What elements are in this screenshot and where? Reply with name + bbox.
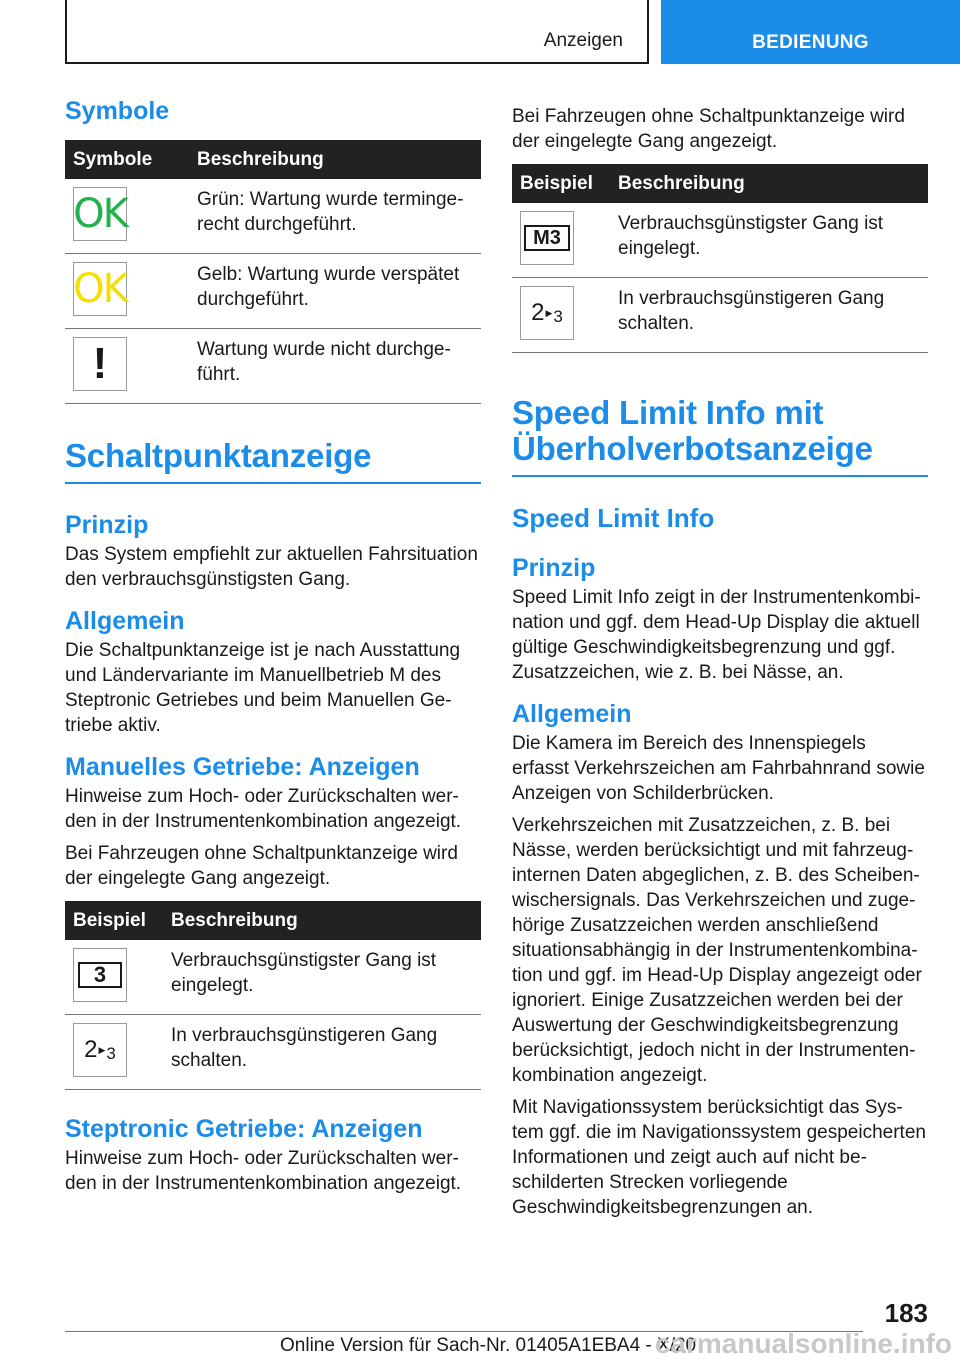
table-header: Beschreibung [163, 901, 481, 940]
intro-text: Bei Fahrzeugen ohne Schaltpunktanzeige wird der eingelegte Gang angezeigt. [512, 106, 905, 152]
prinzip-heading: Prinzip [65, 511, 149, 539]
table-cell: Wartung wurde nicht durchgeführt. [189, 329, 481, 404]
table-row [65, 940, 481, 1015]
table-row [65, 1015, 481, 1090]
manuell-text: Bei Fahrzeugen ohne Schaltpunktanzeige wird der eingelegte Gang angezeigt. [65, 843, 458, 889]
manuell-heading: Manuelles Getriebe: Anzeigen [65, 753, 420, 781]
prinzip-text-right: Speed Limit Info zeigt in der Instrumentenkombination und ggf. dem Head-Up Display die aktuell gültige Geschwindigkeitsbegrenzung und ggf. Zusatzzeichen, wie z. B. bei Nässe, an. [512, 587, 921, 683]
allgemein-heading-right: Allgemein [512, 700, 632, 728]
allgemein-text: Die Schaltpunktanzeige ist je nach Ausstattung und Ländervariante im Manuellbetrieb M des Steptronic Getriebes und beim Manuellen Getriebe aktiv. [65, 640, 461, 736]
gang-table [65, 901, 481, 1090]
allgemein-text-right: Mit Navigationssystem berücksichtigt das System ggf. die im Navigationssystem gespeicherten Informationen und zeigt auch auf nicht beschilderten Strecken vorliegende Geschwindigkeitsbegrenzungen an. [512, 1097, 926, 1218]
header-section-box [65, 0, 649, 64]
left-column [65, 96, 481, 1203]
table-header: Beschreibung [610, 164, 928, 203]
chapter-title: BEDIENUNG [752, 32, 869, 53]
table-cell: Verbrauchsgünstigster Gang ist eingelegt. [163, 940, 481, 1015]
right-column [512, 104, 928, 1227]
prinzip-heading-right: Prinzip [512, 554, 596, 582]
table-cell: Grün: Wartung wurde termingerecht durchgeführt. [189, 179, 481, 254]
allgemein-text-right: Die Kamera im Bereich des Innenspiegels erfasst Verkehrszeichen am Fahrbahnrand sowie Anzeigen von Schilderbrücken. [512, 733, 925, 804]
shift-up-icon: 2 ▶ 3 [73, 1023, 127, 1077]
chapter-tab [661, 0, 960, 64]
section-title: Anzeigen [543, 30, 623, 51]
table-header: Beispiel [65, 901, 163, 940]
gear-m3-icon: M3 [520, 211, 574, 265]
allgemein-heading: Allgemein [65, 607, 185, 635]
table-header: Beschreibung [189, 140, 481, 179]
table-row [512, 278, 928, 353]
ok-yellow-icon: OK [73, 262, 127, 316]
exclamation-icon: ! [73, 337, 127, 391]
symbole-heading: Symbole [65, 97, 170, 125]
table-cell: Gelb: Wartung wurde verspätet durchgeführt. [189, 254, 481, 329]
shift-up-icon: 2 ▶ 3 [520, 286, 574, 340]
speed-limit-heading: Speed Limit Info mit Überholverbotsanzeige [512, 395, 928, 477]
gang-table-right [512, 164, 928, 353]
table-cell: In verbrauchsgünstigeren Gang schalten. [610, 278, 928, 353]
allgemein-text-right: Verkehrszeichen mit Zusatzzeichen, z. B. bei Nässe, werden berücksichtigt und mit fahrzeuginternen Daten abgeglichen, z. B. des Scheibenwischersignals. Das Verkehrszeichen und zugehörige Zusatzzeichen werden anschließend situationsabhängig in der Instrumentenkombination und ggf. im Head-Up Display angezeigt oder ignoriert. Einige Zusatzzeichen werden bei der Auswertung der Geschwindigkeitsbegrenzung berücksichtigt, jedoch nicht in der Instrumentenkombination angezeigt. [512, 815, 922, 1086]
steptronic-heading: Steptronic Getriebe: Anzeigen [65, 1115, 423, 1143]
page-number: 183 [884, 1298, 928, 1328]
prinzip-text: Das System empfiehlt zur aktuellen Fahrsituation den verbrauchsgünstigsten Gang. [65, 544, 478, 590]
ok-green-icon: OK [73, 187, 127, 241]
watermark: carmanualsonline.info [654, 1328, 952, 1359]
table-header: Symbole [65, 140, 189, 179]
symbole-table [65, 140, 481, 404]
steptronic-text: Hinweise zum Hoch- oder Zurückschalten werden in der Instrumentenkombination angezeigt. [65, 1148, 462, 1194]
table-row [65, 254, 481, 329]
table-row [512, 203, 928, 278]
manuell-text: Hinweise zum Hoch- oder Zurückschalten werden in der Instrumentenkombination angezeigt. [65, 786, 462, 832]
table-cell: Verbrauchsgünstigster Gang ist eingelegt. [610, 203, 928, 278]
schaltpunkt-heading: Schaltpunktanzeige [65, 438, 481, 484]
table-row [65, 179, 481, 254]
sli-heading: Speed Limit Info [512, 503, 715, 533]
table-row [65, 329, 481, 404]
footer-version: Online Version für Sach-Nr. 01405A1EBA4 - X/20 [280, 1335, 697, 1356]
gear-3-icon: 3 [73, 948, 127, 1002]
table-cell: In verbrauchsgünstigeren Gang schalten. [163, 1015, 481, 1090]
table-header: Beispiel [512, 164, 610, 203]
